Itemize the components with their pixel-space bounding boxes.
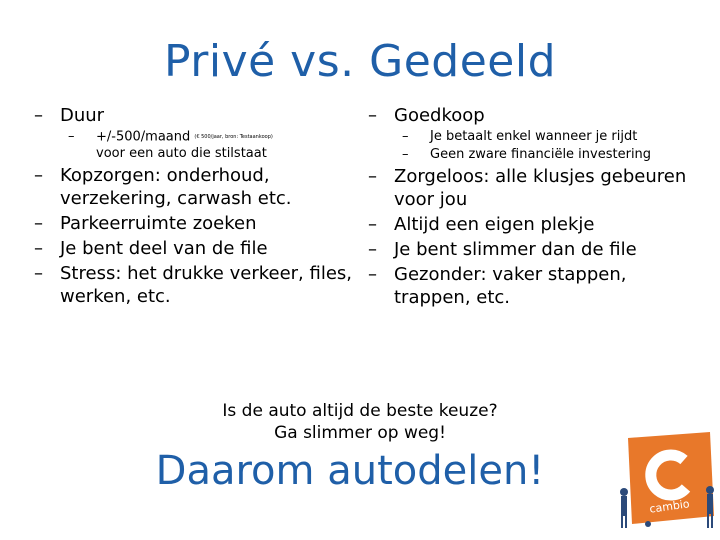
bullet-dash: – — [368, 264, 377, 285]
bullet-dash: – — [402, 147, 409, 162]
closing-question — [0, 400, 720, 444]
sub-bullet-source: (€ 500/jaar, bron: Testaankoop) — [194, 134, 273, 140]
bullet-dash: – — [34, 164, 43, 186]
bullet-dash: – — [402, 129, 409, 144]
right-column — [368, 104, 708, 311]
bullet-dash: – — [368, 214, 377, 235]
bullet-zorgeloos — [368, 165, 708, 211]
bullet-dash: – — [368, 105, 377, 126]
question-line-1: Is de auto altijd de beste keuze? — [222, 401, 498, 421]
bullet-plekje — [368, 213, 708, 236]
bullet-text: Altijd een eigen plekje — [394, 214, 595, 235]
bullet-text: Kopzorgen: onderhoud, verzekering, carwash etc. — [60, 164, 292, 209]
bullet-text: Parkeerruimte zoeken — [60, 212, 257, 234]
bullet-kopzorgen — [34, 164, 354, 210]
bullet-duur — [34, 104, 354, 127]
bullet-dash: – — [368, 239, 377, 260]
sub-bullet-text: Je betaalt enkel wanneer je rijdt — [430, 129, 638, 144]
bullet-parkeerruimte — [34, 212, 354, 235]
bullet-goedkoop — [368, 104, 708, 127]
left-column — [34, 104, 354, 310]
bullet-gezonder — [368, 263, 708, 309]
bullet-dash: – — [34, 262, 43, 284]
sub-bullet-investering — [368, 147, 708, 163]
bullet-slimmer — [368, 238, 708, 261]
sub-bullet-text: Geen zware financiële investering — [430, 147, 652, 162]
bullet-dash: – — [34, 237, 43, 259]
tagline: Daarom autodelen! — [155, 448, 545, 494]
logo-wordmark: cambio — [648, 497, 691, 516]
bullet-text: Gezonder: vaker stappen, trappen, etc. — [394, 264, 627, 308]
bullet-dash: – — [34, 105, 43, 126]
sub-bullet-rest: voor een auto die stilstaat — [96, 145, 267, 161]
sub-bullet-cost — [34, 129, 354, 162]
bullet-text: Zorgeloos: alle klusjes gebeuren voor jou — [394, 166, 687, 210]
bullet-text: Duur — [60, 105, 105, 126]
bullet-dash: – — [368, 166, 377, 187]
bullet-dash: – — [68, 129, 75, 144]
bullet-file — [34, 237, 354, 260]
bullet-text: Stress: het drukke verkeer, files, werken, etc. — [60, 262, 353, 307]
cambio-logo-icon — [618, 430, 716, 530]
sub-bullet-betaalt — [368, 129, 708, 145]
bullet-stress — [34, 262, 354, 308]
bullet-text: Goedkoop — [394, 105, 485, 126]
bullet-text: Je bent deel van de file — [60, 237, 268, 259]
slide-title: Privé vs. Gedeeld — [164, 36, 556, 87]
bullet-text: Je bent slimmer dan de file — [394, 239, 637, 260]
question-line-2: Ga slimmer op weg! — [274, 423, 446, 443]
sub-bullet-text: +/-500/maand — [96, 129, 191, 145]
bullet-dash: – — [34, 212, 43, 234]
